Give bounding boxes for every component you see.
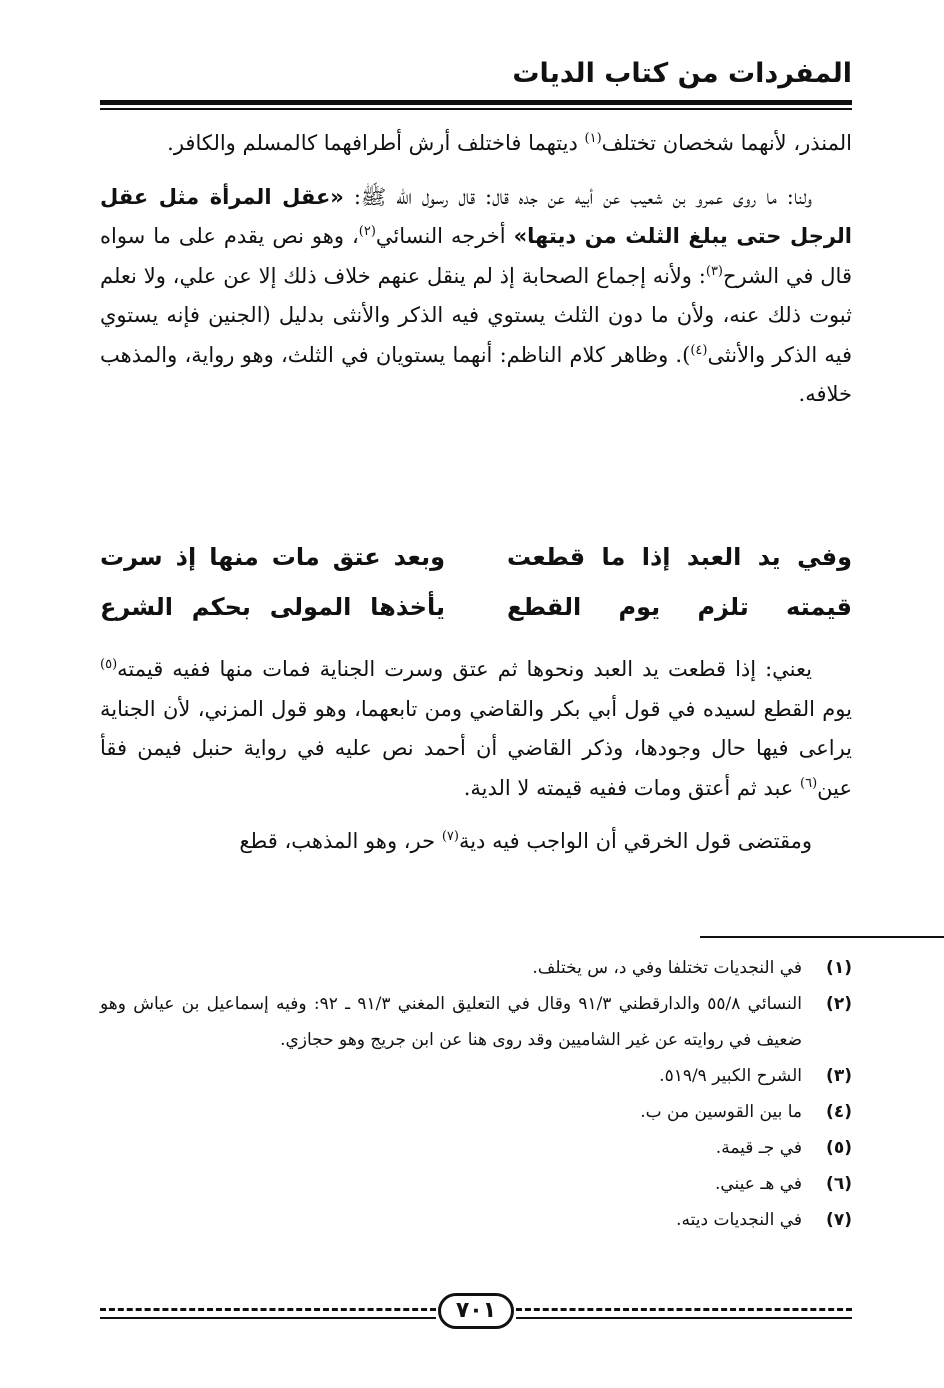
footnote-ref-6: (٦) <box>800 775 818 791</box>
page-footer <box>100 1293 852 1333</box>
poem-verses <box>100 532 852 632</box>
footer-solid-rule-left <box>100 1317 436 1319</box>
verse-line-2 <box>100 582 852 632</box>
verse-2-second-hemistich: يأخذها المولى بحكم الشرع <box>100 593 445 621</box>
hadith-quote: «عقل المرأة مثل عقل الرجل حتى يبلغ الثلث من ديتها» <box>100 184 853 248</box>
footnote-7: (٧) في النجديات ديته. <box>676 1210 852 1230</box>
footnote-5: (٥) في جـ قيمة. <box>715 1138 852 1158</box>
footnote-ref-2: (٢) <box>358 224 376 239</box>
footnote-2: (٢) النسائي ٥٥/٨ والدارقطني ٩١/٣ وقال في التعليق المغني ٩١/٣ ـ ٩٢: وفيه إسماعيل بن عياش وهو ضعيف في روايته عن غير الشاميين وقد روى هنا عن ابن جريج وهو حجازي. <box>100 994 852 1050</box>
footnotes <box>100 950 852 1238</box>
header-rule-thin <box>100 108 852 110</box>
paragraph-3: يعني: إذا قطعت يد العبد ونحوها ثم عتق وسرت الجناية فمات منها ففيه قيمته$^{(٥)}$ يوم القطع لسيده في قول أبي بكر والقاضي ومن تابعهما، وهو قول المزني، لأن الجناية يراعى فيها حال وجودها، وذكر القاضي أن أحمد نص عليه في رواية حنبل فيمن فقأ عين$^{(٦)}$ عبد ثم أعتق ومات ففيه قيمته لا الدية. <box>100 657 852 800</box>
main-text-bottom <box>100 650 852 862</box>
paragraph-1: المنذر، لأنهما شخصان تختلف$^{(١)}$ ديتهما فاختلف أرش أطرافهما كالمسلم والكافر. <box>167 131 852 155</box>
footnote-ref-5: (٥) <box>100 657 118 672</box>
footnote-ref-3: (٣) <box>705 263 723 279</box>
header-rule-thick <box>100 100 852 105</box>
verse-2-first-hemistich: قيمته تلزم يوم القطع <box>507 593 852 621</box>
footnote-1: (١) في النجديات تختلفا وفي د، س يختلف. <box>532 958 852 978</box>
running-header-title: المفردات من كتاب الديات <box>512 58 852 89</box>
footer-solid-rule-right <box>516 1317 852 1319</box>
verse-line-1 <box>100 532 852 582</box>
footnote-ref-1: (١) <box>584 131 602 146</box>
verse-1-second-hemistich: وبعد عتق مات منها إذ سرت <box>100 543 445 571</box>
footnote-ref-4: (٤) <box>690 342 708 358</box>
paragraph-4: ومقتضى قول الخرقي أن الواجب فيه دية$^{(٧)}$ حر، وهو المذهب، قطع <box>239 829 812 853</box>
paragraph-2: ولنا: ما روى عمرو بن شعيب عن أبيه عن جده قال: قال رسول الله ﷺ: «عقل المرأة مثل عقل الرجل حتى يبلغ الثلث من ديتها» أخرجه النسائي$^{(٢)}$، وهو نص يقدم على ما سواه قال في الشرح$^{(٣)}$: ولأنه إجماع الصحابة إذ لم ينقل عنهم خلاف ذلك إلا عن علي، ولا نعلم ثبوت ذلك عنه، ولأن ما دون الثلث يستوي فيه الذكر والأنثى بدليل (الجنين فإنه يستوي فيه الذكر والأنثى$^{(٤)}$). وظاهر كلام الناظم: أنهما يستويان في الثلث، وهو رواية، والمذهب خلافه. <box>100 184 853 406</box>
footnote-ref-7: (٧) <box>441 829 459 844</box>
footnote-6: (٦) في هـ عيني. <box>714 1174 852 1194</box>
footnote-separator <box>700 936 944 938</box>
verse-1-first-hemistich: وفي يد العبد إذا ما قطعت <box>507 543 852 571</box>
footnote-4: (٤) ما بين القوسين من ب. <box>640 1102 852 1122</box>
page-number: ٧٠١ <box>438 1293 514 1329</box>
footnote-3: (٣) الشرح الكبير ٥١٩/٩. <box>659 1066 852 1086</box>
footer-dashed-rule-right <box>516 1308 852 1311</box>
main-text-top <box>100 124 852 415</box>
footer-dashed-rule-left <box>100 1308 436 1311</box>
